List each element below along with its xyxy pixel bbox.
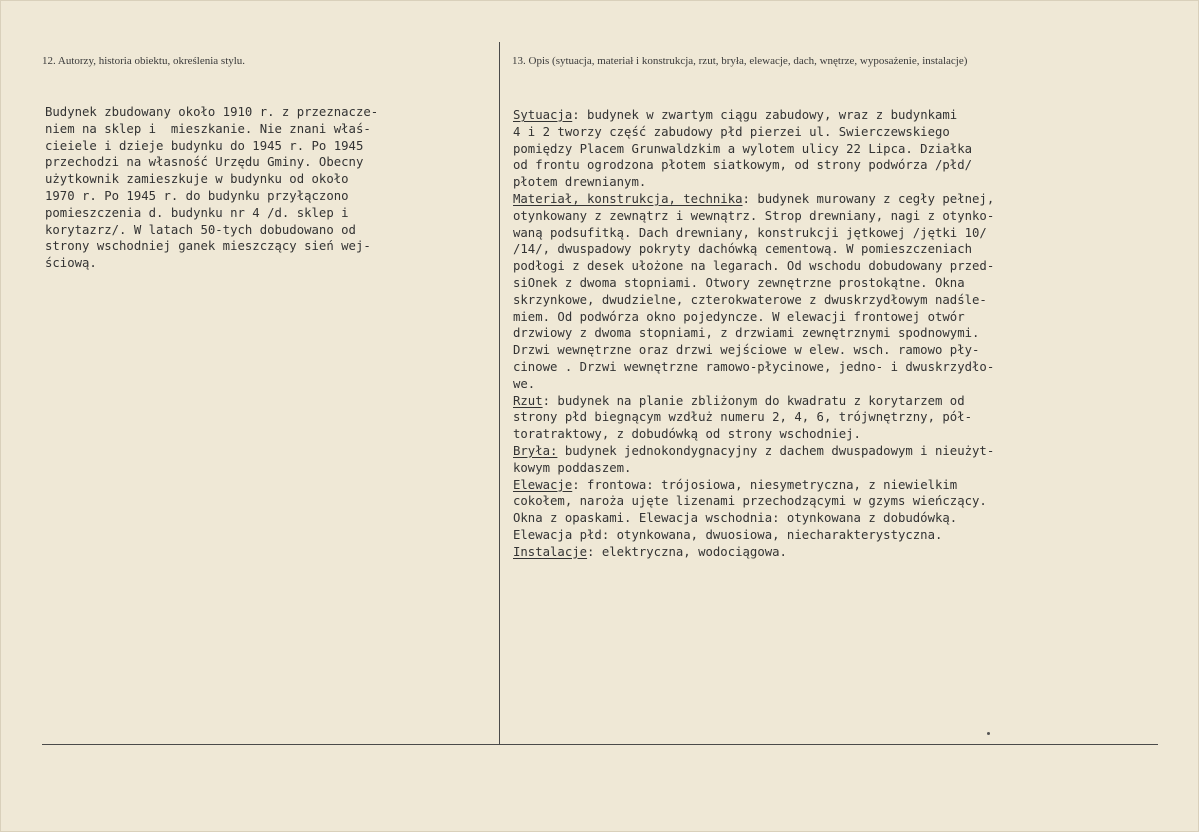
section-12-header: 12. Autorzy, historia obiektu, określenia stylu. [42, 55, 246, 67]
section-heading: Elewacje [513, 477, 573, 492]
history-line: 1970 r. Po 1945 r. do budynku przyłączono [45, 188, 349, 203]
description-line [513, 342, 994, 359]
bottom-rule [42, 744, 1158, 745]
description-line [513, 393, 994, 410]
section-text: otynkowany z zewnątrz i wewnątrz. Strop drewniany, nagi z otynko- [513, 208, 995, 223]
section-text: : budynek w zwartym ciągu zabudowy, wraz z budynkami [572, 108, 958, 122]
history-line: przechodzi na własność Urzędu Gminy. Obecny [45, 155, 364, 170]
section-text: Okna z opaskami. Elewacja wschodnia: otynkowana z dobudówką. [513, 511, 958, 526]
ink-dot [987, 732, 990, 735]
section-heading: Rzut [513, 393, 543, 408]
section-text: kowym poddaszem. [513, 460, 632, 475]
history-line: strony wschodniej ganek mieszczący sień wej- [45, 239, 371, 254]
section-text: podłogi z desek ułożone na legarach. Od wschodu dobudowany przed- [513, 259, 995, 274]
description-line [513, 225, 994, 242]
section-heading: Instalacje [513, 544, 588, 559]
section-text: pomiędzy Placem Grunwaldzkim a wylotem ulicy 22 Lipca. Działka [513, 141, 973, 156]
description-line [513, 477, 994, 494]
section-text: : budynek murowany z cegły pełnej, [742, 191, 995, 206]
section-heading: Materiał, konstrukcja, technika [513, 191, 743, 206]
history-line: ściową. [45, 256, 97, 271]
description-line [513, 124, 994, 141]
description-line [513, 527, 994, 544]
history-text [45, 104, 378, 272]
history-line: niem na sklep i mieszkanie. Nie znani właś- [45, 121, 371, 136]
history-line: użytkownik zamieszkuje w budynku od około [45, 172, 349, 187]
section-text: budynek jednokondygnacyjny z dachem dwuspadowym i nieużyt- [557, 443, 995, 458]
section-text: toratraktowy, z dobudówką od strony wschodniej. [513, 427, 861, 442]
history-line: cieiele i dzieje budynku do 1945 r. Po 1945 [45, 138, 364, 153]
description-line [513, 141, 994, 158]
description-line [513, 325, 994, 342]
column-divider [499, 42, 500, 744]
description-line [513, 359, 994, 376]
history-line: korytazrz/. W latach 50-tych dobudowano od [45, 222, 356, 237]
section-text: waną podsufitką. Dach drewniany, konstrukcji jętkowej /jętki 10/ [513, 225, 987, 240]
section-13-header: 13. Opis (sytuacja, materiał i konstrukcja, rzut, bryła, elewacje, dach, wnętrze, wyposażenie, instalacje) [512, 55, 968, 67]
description-line [513, 107, 994, 124]
section-text: cinowe . Drzwi wewnętrzne ramowo-płycinowe, jedno- i dwuskrzydło- [513, 359, 995, 374]
section-text: skrzynkowe, dwudzielne, czterokwaterowe z dwuskrzydłowym nadśle- [513, 292, 987, 307]
history-line: Budynek zbudowany około 1910 r. z przeznacze- [45, 105, 379, 119]
section-text: drzwiowy z dwoma stopniami, z drzwiami zewnętrznymi spodnowymi. [513, 326, 980, 341]
description-line [513, 309, 994, 326]
section-text: we. [513, 376, 536, 391]
history-line: pomieszczenia d. budynku nr 4 /d. sklep i [45, 205, 349, 220]
description-line [513, 275, 994, 292]
section-text: strony płd biegnącym wzdłuż numeru 2, 4, 6, trójwnętrzny, pół- [513, 410, 973, 425]
description-line [513, 241, 994, 258]
description-line [513, 460, 994, 477]
section-text: 4 i 2 tworzy część zabudowy płd pierzei ul. Swierczewskiego [513, 124, 950, 139]
description-line [513, 208, 994, 225]
description-line [513, 493, 994, 510]
description-line [513, 191, 994, 208]
description-line [513, 510, 994, 527]
section-text: od frontu ogrodzona płotem siatkowym, od strony podwórza /płd/ [513, 158, 973, 173]
description-line [513, 174, 994, 191]
description-line [513, 292, 994, 309]
description-line [513, 544, 994, 561]
section-heading: Bryła: [513, 443, 558, 458]
description-line [513, 409, 994, 426]
section-text: siOnek z dwoma stopniami. Otwory zewnętrzne prostokątne. Okna [513, 275, 965, 290]
description-line [513, 376, 994, 393]
section-text: : budynek na planie zbliżonym do kwadratu z korytarzem od [542, 393, 965, 408]
description-line [513, 157, 994, 174]
section-text: /14/, dwuspadowy pokryty dachówką cementową. W pomieszczeniach [513, 242, 973, 257]
description-line [513, 426, 994, 443]
section-heading: Sytuacja [513, 108, 573, 122]
description-line [513, 258, 994, 275]
description-text [513, 107, 994, 561]
section-text: Drzwi wewnętrzne oraz drzwi wejściowe w elew. wsch. ramowo pły- [513, 343, 980, 358]
section-text: miem. Od podwórza okno pojedyncze. W elewacji frontowej otwór [513, 309, 965, 324]
section-text: płotem drewnianym. [513, 175, 647, 190]
section-text: : elektryczna, wodociągowa. [587, 544, 787, 559]
section-text: cokołem, naroża ujęte lizenami przechodzącymi w gzyms wieńczący. [513, 494, 987, 509]
section-text: : frontowa: trójosiowa, niesymetryczna, z niewielkim [572, 477, 958, 492]
description-line [513, 443, 994, 460]
section-text: Elewacja płd: otynkowana, dwuosiowa, niecharakterystyczna. [513, 527, 943, 542]
